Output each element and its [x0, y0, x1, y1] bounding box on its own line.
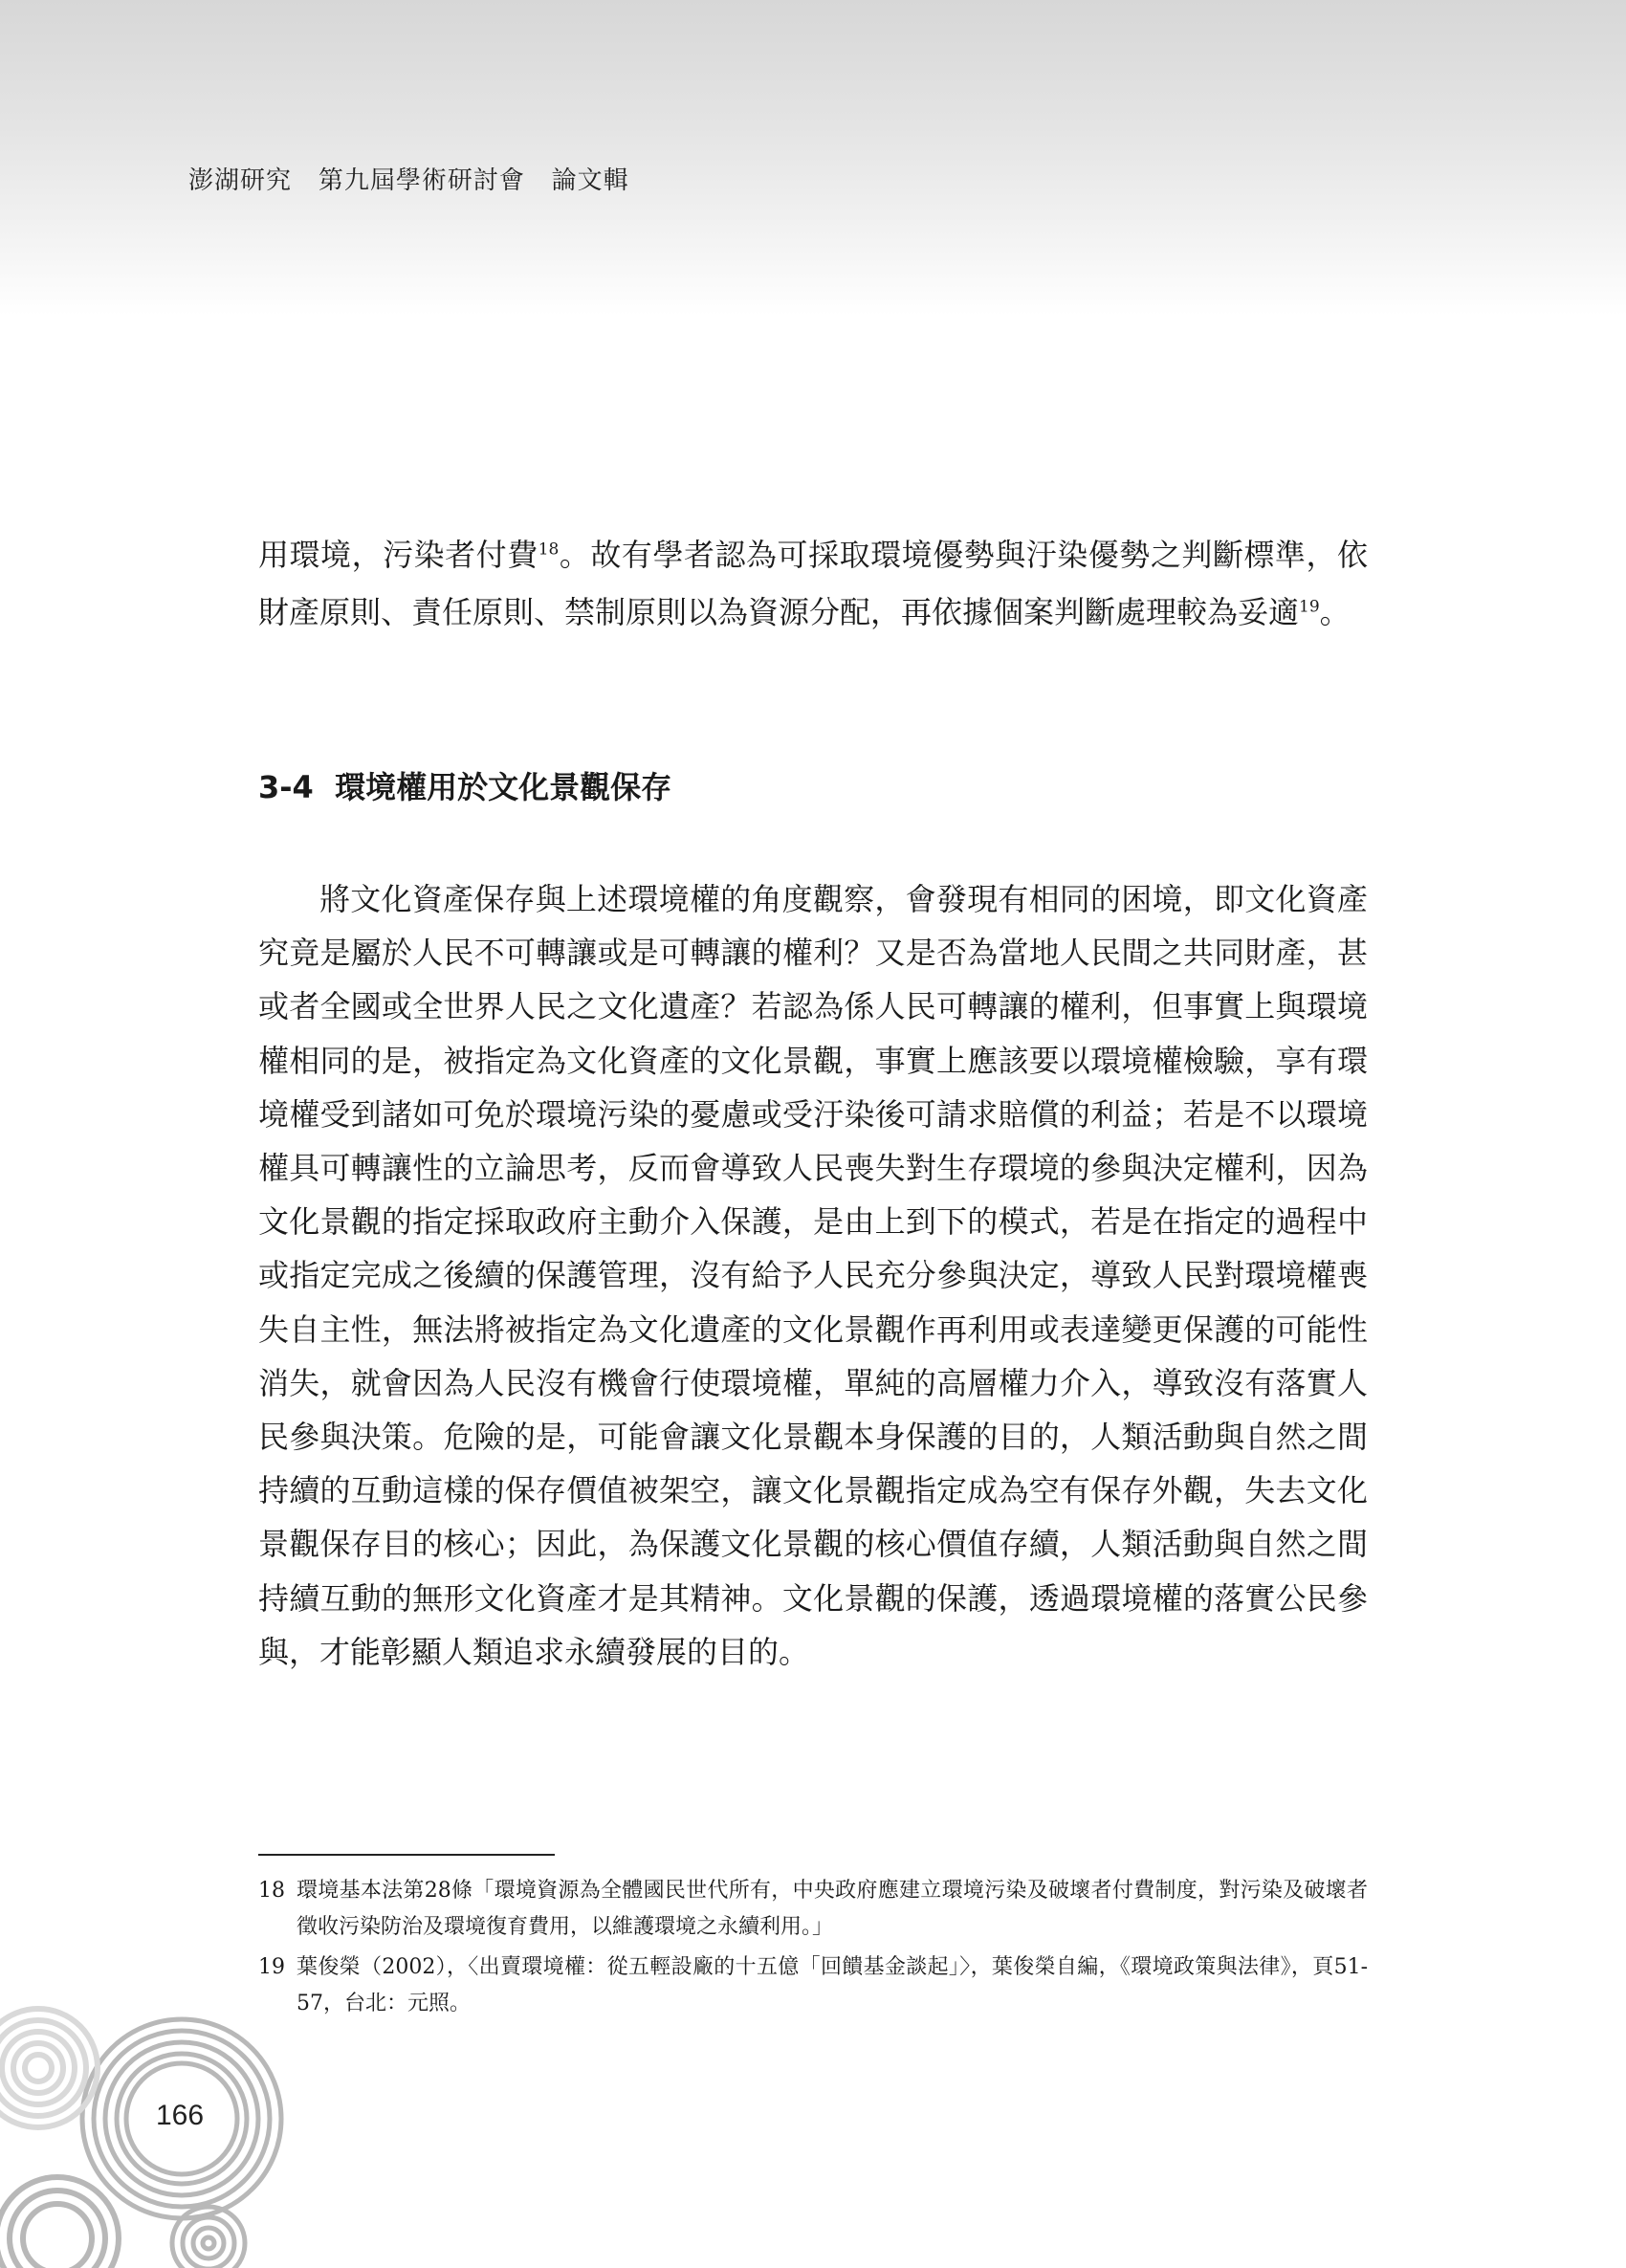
intro-text-3: 。 — [1319, 594, 1351, 630]
footnote-18 — [258, 1873, 1368, 1946]
ring-small — [193, 2228, 224, 2258]
ring-left — [25, 2055, 52, 2081]
page-number: 166 — [155, 2100, 205, 2131]
running-header — [188, 161, 629, 196]
footnote-number: 19 — [258, 1955, 285, 1979]
header-conference: 第九屆學術研討會 — [318, 166, 525, 195]
section-heading — [258, 763, 671, 807]
footnote-text: 葉俊榮（2002），〈出賣環境權：從五輕設廠的十五億「回饋基金談起」〉，葉俊榮自編，《環境政策與法律》，頁51-57，台北：元照。 — [297, 1955, 1368, 2015]
footnote-number: 18 — [258, 1879, 285, 1903]
ring-small — [203, 2237, 214, 2249]
body-paragraph: 將文化資產保存與上述環境權的角度觀察，會發現有相同的困境，即文化資產究竟是屬於人民不可轉讓或是可轉讓的權利？又是否為當地人民間之共同財產，甚或者全國或全世界人民之文化遺產？若認為係人民可轉讓的權利，但事實上與環境權相同的是，被指定為文化資產的文化景觀，事實上應該要以環境權檢驗，享有環境權受到諸如可免於環境污染的憂慮或受汙染後可請求賠償的利益；若是不以環境權具可轉讓性的立論思考，反而會導致人民喪失對生存環境的參與決定權利，因為文化景觀的指定採取政府主動介入保護，是由上到下的模式，若是在指定的過程中或指定完成之後續的保護管理，沒有給予人民充分參與決定，導致人民對環境權喪失自主性，無法將被指定為文化遺產的文化景觀作再利用或表達變更保護的可能性消失，就會因為人民沒有機會行使環境權，單純的高層權力介入，導致沒有落實人民參與決策。危險的是，可能會讓文化景觀本身保護的目的，人類活動與自然之間持續的互動這樣的保存價值被架空，讓文化景觀指定成為空有保存外觀，失去文化景觀保存目的核心；因此，為保護文化景觀的核心價值存續，人類活動與自然之間持續互動的無形文化資產才是其精神。文化景觀的保護，透過環境權的落實公民參與，才能彰顯人類追求永續發展的目的。 — [258, 881, 1368, 1670]
intro-text-2: 。故有學者認為可採取環境優勢與汙染優勢之判斷標準，依財產原則、責任原則、禁制原則以為資源分配，再依據個案判斷處理較為妥適 — [258, 537, 1368, 630]
footnote-19 — [258, 1949, 1368, 2022]
header-journal: 澎湖研究 — [188, 166, 293, 195]
ring-left — [13, 2043, 63, 2093]
ring-bottom — [23, 2204, 92, 2268]
decorative-circles — [0, 1999, 287, 2268]
footnote-divider — [258, 1854, 555, 1856]
header-collection: 論文輯 — [551, 166, 629, 195]
section-title: 環境權用於文化景觀保存 — [335, 769, 672, 805]
intro-paragraph — [258, 526, 1368, 641]
header-band — [0, 0, 1626, 316]
intro-text-1: 用環境，污染者付費 — [258, 537, 538, 573]
footnote-ref-18[interactable]: 18 — [538, 539, 560, 560]
footnotes — [258, 1873, 1368, 2026]
footnote-text: 環境基本法第28條「環境資源為全體國民世代所有，中央政府應建立環境污染及破壞者付費制度，對污染及破壞者徵收污染防治及環境復育費用，以維護環境之永續利用。」 — [297, 1879, 1368, 1939]
intro-block — [258, 526, 1368, 641]
footnote-ref-19[interactable]: 19 — [1299, 597, 1320, 617]
section-number: 3-4 — [258, 769, 314, 805]
